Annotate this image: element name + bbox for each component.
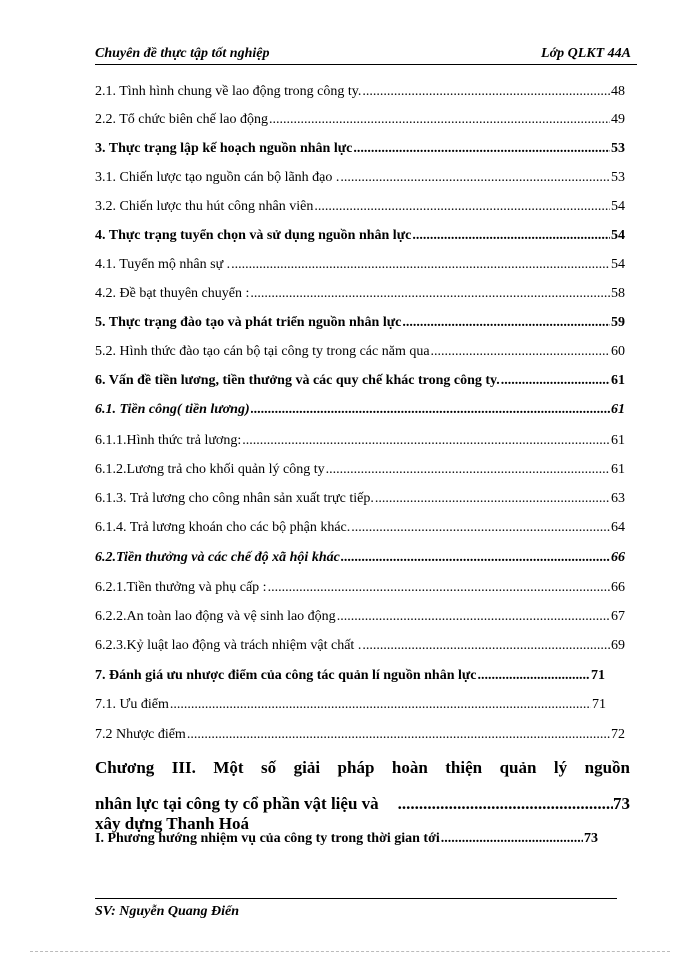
leader-dots (362, 84, 610, 100)
leader-dots (353, 141, 610, 157)
toc-entry-page: 61 (611, 462, 625, 477)
toc-entry-page: 58 (611, 286, 625, 301)
toc-entry-text: 3. Thực trạng lập kế hoạch nguồn nhân lực (95, 141, 353, 156)
toc-entry-page: 54 (611, 199, 625, 214)
leader-dots (478, 668, 591, 684)
toc-entry (95, 550, 625, 572)
footer-author: SV: Nguyễn Quang Điển (95, 904, 240, 919)
chapter-page-number: 73 (613, 794, 630, 813)
leader-dots (341, 550, 610, 566)
toc-entry-text: 6.2.Tiền thưởng và các chế độ xã hội khác (95, 550, 340, 565)
toc-entry (95, 228, 625, 250)
toc-entry (95, 491, 625, 513)
toc-entry-text: 6.2.1.Tiền thưởng và phụ cấp : (95, 580, 267, 595)
toc-entry-text: 5. Thực trạng đào tạo và phát triển nguồn nhân lực (95, 315, 402, 330)
toc-entry-page: 54 (611, 257, 625, 272)
leader-dots (170, 697, 591, 713)
toc-entry-text: 7.1. Ưu điểm (95, 697, 169, 712)
toc-entry-text: 4. Thực trạng tuyển chọn và sử dụng nguồn nhân lực (95, 228, 412, 243)
toc-entry-page: 66 (611, 580, 625, 595)
chapter-heading-line2 (95, 794, 630, 834)
toc-entry-page: 49 (611, 112, 625, 127)
leader-dots (501, 373, 610, 389)
leader-dots (250, 286, 610, 302)
toc-entry-text: 5.2. Hình thức đào tạo cán bộ tại công ty trong các năm qua (95, 344, 430, 359)
toc-entry-page: 64 (611, 520, 625, 535)
toc-entry (95, 315, 625, 337)
toc-entry (95, 286, 625, 308)
toc-entry-text: 7.2 Nhược điểm (95, 727, 186, 742)
toc-entry-text: 7. Đánh giá ưu nhược điểm của công tác quản lí nguồn nhân lực (95, 668, 477, 683)
toc-entry-page: 53 (611, 170, 625, 185)
toc-entry (95, 112, 625, 134)
toc-entry (95, 344, 625, 366)
toc-entry-page: 67 (611, 609, 625, 624)
toc-entry-page: 59 (611, 315, 625, 330)
toc-entry-text: 6.2.3.Kỷ luật lao động và trách nhiệm vật chất . (95, 638, 362, 653)
toc-entry-page: 71 (592, 697, 606, 712)
leader-dots (314, 199, 610, 215)
leader-dots (231, 257, 610, 273)
toc-entry (95, 462, 625, 484)
leader-dots (362, 638, 610, 654)
toc-entry (95, 520, 625, 542)
toc-entry-text: 6.1.4. Trả lương khoán cho các bộ phận khác. (95, 520, 351, 535)
toc-entry-text: 6.1. Tiền công( tiền lương) (95, 402, 250, 417)
toc-entry-text: I. Phương hướng nhiệm vụ của công ty trong thời gian tới (95, 831, 440, 846)
toc-entry-text: 2.2. Tổ chức biên chế lao động (95, 112, 268, 127)
toc-entry (95, 609, 625, 631)
toc-entry (95, 257, 625, 279)
toc-entry (95, 697, 606, 719)
toc-entry-page: 48 (611, 84, 625, 99)
leader-dots (268, 580, 610, 596)
toc-entry-page: 72 (611, 727, 625, 742)
toc-entry-page: 66 (611, 550, 625, 565)
toc-entry-page: 54 (611, 228, 625, 243)
leader-dots (269, 112, 610, 128)
leader-dots (251, 402, 610, 418)
toc-entry-page: 69 (611, 638, 625, 653)
leader-dots (337, 609, 610, 625)
toc-entry-text: 2.1. Tình hình chung về lao động trong công ty. (95, 84, 362, 99)
leader-dots (326, 462, 610, 478)
toc-entry-page: 60 (611, 344, 625, 359)
toc-entry (95, 402, 625, 424)
toc-entry (95, 580, 625, 602)
toc-entry-text: 6.2.2.An toàn lao động và vệ sinh lao động (95, 609, 336, 624)
leader-dots (375, 491, 610, 507)
page-header (95, 42, 637, 65)
chapter-heading-line1 (95, 758, 630, 778)
toc-entry (95, 433, 625, 455)
toc-entry (95, 84, 625, 106)
toc-entry (95, 141, 625, 163)
header-class-name: Lớp QLKT 44A (541, 46, 631, 61)
toc-entry-text: 3.2. Chiến lược thu hút công nhân viên (95, 199, 314, 214)
toc-entry (95, 373, 625, 395)
toc-entry (95, 668, 605, 690)
page-break-line (30, 951, 670, 952)
toc-entry (95, 727, 625, 749)
chapter-title-part2: nhân lực tại công ty cổ phần vật liệu và xây dựng Thanh Hoá (95, 794, 379, 833)
toc-entry-text: 4.1. Tuyển mộ nhân sự . (95, 257, 231, 272)
toc-entry (95, 199, 625, 221)
leader-dots (242, 433, 610, 449)
toc-entry-page: 63 (611, 491, 625, 506)
leader-dots (441, 831, 583, 847)
toc-entry-text: 6.1.3. Trả lương cho công nhân sản xuất trực tiếp. (95, 491, 374, 506)
chapter-title-part1: Chương III. Một số giải pháp hoàn thiện quản lý nguồn (95, 758, 630, 777)
toc-entry-page: 53 (611, 141, 625, 156)
toc-entry-section-i (95, 831, 598, 853)
leader-dots (398, 794, 613, 814)
footer-divider (95, 898, 617, 899)
header-course-title: Chuyên đề thực tập tốt nghiệp (95, 46, 270, 61)
toc-entry (95, 170, 625, 192)
toc-entry (95, 638, 625, 660)
leader-dots (412, 228, 610, 244)
toc-entry-page: 61 (611, 373, 625, 388)
leader-dots (402, 315, 610, 331)
leader-dots (187, 727, 610, 743)
toc-entry-text: 4.2. Đề bạt thuyên chuyển : (95, 286, 250, 301)
leader-dots (431, 344, 610, 360)
toc-entry-page: 73 (584, 831, 598, 846)
toc-entry-page: 61 (611, 402, 625, 417)
toc-entry-page: 61 (611, 433, 625, 448)
toc-entry-text: 6.1.2.Lương trả cho khối quản lý công ty (95, 462, 325, 477)
toc-entry-text: 6.1.1.Hình thức trả lương: (95, 433, 242, 448)
toc-entry-text: 3.1. Chiến lược tạo nguồn cán bộ lãnh đạo . (95, 170, 340, 185)
leader-dots (340, 170, 610, 186)
toc-entry-text: 6. Vấn đề tiền lương, tiền thưởng và các quy chế khác trong công ty. (95, 373, 500, 388)
toc-entry-page: 71 (591, 668, 605, 683)
leader-dots (351, 520, 610, 536)
